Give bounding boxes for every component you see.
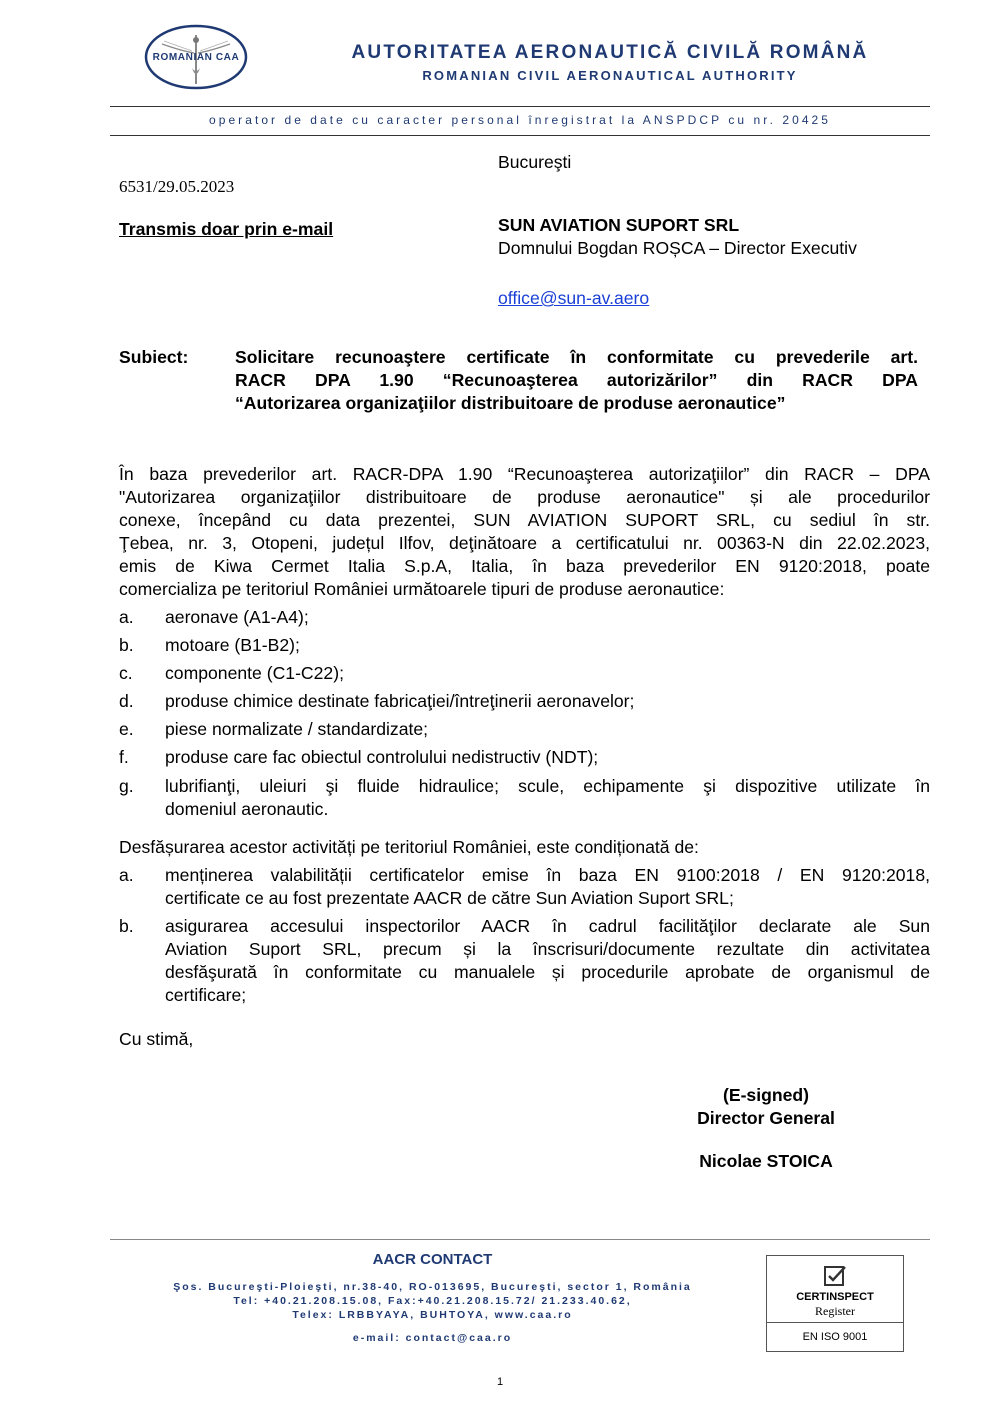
list-item-letter: a. bbox=[119, 865, 134, 885]
list-item-continuation: desfăşurată în conformitate cu manualele și procedurile aprobate de organismul de bbox=[165, 962, 930, 982]
recipient-company: SUN AVIATION SUPORT SRL bbox=[498, 215, 740, 235]
footer-address: Şos. Bucureşti-Ploieşti, nr.38-40, RO-013695, Bucureşti, sector 1, România bbox=[173, 1281, 692, 1293]
footer-divider bbox=[110, 1239, 930, 1240]
org-name-ro: AUTORITATEA AERONAUTICĂ CIVILĂ ROMÂNĂ bbox=[351, 42, 869, 63]
subject-label: Subiect: bbox=[119, 347, 189, 367]
subject-line-2: RACR DPA 1.90 “Recunoaşterea autorizărilor” din RACR DPA bbox=[235, 370, 918, 390]
cert-name: CERTINSPECT bbox=[796, 1291, 874, 1303]
closing-salutation: Cu stimă, bbox=[119, 1029, 194, 1049]
list-item-letter: d. bbox=[119, 691, 134, 711]
list-item: piese normalizate / standardizate; bbox=[165, 719, 429, 739]
logo-text: ROMANIAN CAA bbox=[152, 52, 240, 63]
list-item: motoare (B1-B2); bbox=[165, 635, 300, 655]
list-item: produse chimice destinate fabricaţiei/întreţinerii aeronavelor; bbox=[165, 691, 635, 711]
recipient-person: Domnului Bogdan ROȘCA – Director Executiv bbox=[498, 238, 857, 258]
recipient-email-link[interactable]: office@sun-av.aero bbox=[498, 288, 650, 308]
subject-line-3: “Autorizarea organizaţiilor distribuitoare de produse aeronautice” bbox=[235, 393, 786, 413]
certinspect-badge bbox=[766, 1255, 904, 1352]
transmission-note: Transmis doar prin e-mail bbox=[119, 219, 334, 239]
reference-number: 6531/29.05.2023 bbox=[119, 177, 235, 196]
header-divider-bottom bbox=[110, 135, 930, 136]
list-item-letter: b. bbox=[119, 635, 134, 655]
list-item: lubrifianţi, uleiuri şi fluide hidraulice; scule, echipamente şi dispozitive utilizate în bbox=[165, 776, 930, 796]
operator-line: operator de date cu caracter personal înregistrat la ANSPDCP cu nr. 20425 bbox=[209, 113, 831, 127]
romanian-caa-logo bbox=[142, 20, 250, 92]
list-item-letter: g. bbox=[119, 776, 134, 796]
subject-line-1: Solicitare recunoaştere certificate în conformitate cu prevederile art. bbox=[235, 347, 918, 367]
e-signed-note: (E-signed) bbox=[722, 1085, 809, 1105]
org-name-en: ROMANIAN CIVIL AERONAUTICAL AUTHORITY bbox=[422, 68, 798, 83]
signatory-title: Director General bbox=[697, 1108, 835, 1128]
paragraph-line-6: comercializa pe teritoriul României următoarele tipuri de produse aeronautice: bbox=[119, 579, 725, 599]
certification-check-icon bbox=[823, 1265, 847, 1287]
paragraph-line-4: Ţebea, nr. 3, Otopeni, județul Ilfov, deţinătoare a certificatului nr. 00363-N din 22.02.2023, bbox=[119, 533, 930, 553]
paragraph-line-5: emis de Kiwa Cermet Italia S.p.A, Italia, în baza prevederilor EN 9120:2018, poate bbox=[119, 556, 930, 576]
list-item: aeronave (A1-A4); bbox=[165, 607, 309, 627]
page-number: 1 bbox=[496, 1376, 504, 1388]
list-item-continuation: domeniul aeronautic. bbox=[165, 799, 329, 819]
header-divider-top bbox=[110, 106, 930, 107]
list-item: produse care fac obiectul controlului nedistructiv (NDT); bbox=[165, 747, 599, 767]
paragraph-line-2: "Autorizarea organizaţiilor distribuitoare de produse aeronautice" și ale procedurilor bbox=[119, 487, 930, 507]
footer-email: e-mail: contact@caa.ro bbox=[352, 1332, 513, 1344]
conditions-intro: Desfășurarea acestor activități pe teritoriul României, este condiționată de: bbox=[119, 837, 699, 857]
cert-divider bbox=[767, 1322, 903, 1323]
list-item-letter: c. bbox=[119, 663, 133, 683]
signatory-name: Nicolae STOICA bbox=[699, 1151, 833, 1171]
list-item: menținerea valabilității certificatelor emise în baza EN 9100:2018 / EN 9120:2018, bbox=[165, 865, 930, 885]
list-item-letter: a. bbox=[119, 607, 134, 627]
list-item: asigurarea accesului inspectorilor AACR în cadrul facilităţilor declarate ale Sun bbox=[165, 916, 930, 936]
footer-telex: Telex: LRBBYAYA, BUHTOYA, www.caa.ro bbox=[292, 1309, 573, 1321]
list-item-continuation: Aviation Suport SRL, precum și la înscrisuri/documente rezultate din activitatea bbox=[165, 939, 930, 959]
paragraph-line-3: conexe, începând cu data prezentei, SUN AVIATION SUPORT SRL, cu sediul în str. bbox=[119, 510, 930, 530]
footer-title: AACR CONTACT bbox=[372, 1251, 493, 1268]
list-item-letter: e. bbox=[119, 719, 134, 739]
cert-standard: EN ISO 9001 bbox=[802, 1331, 868, 1343]
cert-register: Register bbox=[815, 1304, 855, 1318]
footer-phone: Tel: +40.21.208.15.08, Fax:+40.21.208.15.72/ 21.233.40.62, bbox=[233, 1295, 632, 1307]
list-item-continuation: certificate ce au fost prezentate AACR de către Sun Aviation Suport SRL; bbox=[165, 888, 734, 908]
city: Bucureşti bbox=[498, 152, 572, 172]
list-item-letter: f. bbox=[119, 747, 129, 767]
paragraph-line-1: În baza prevederilor art. RACR-DPA 1.90 “Recunoaşterea autorizaţiilor” din RACR – DPA bbox=[119, 464, 930, 484]
list-item-letter: b. bbox=[119, 916, 134, 936]
list-item-continuation: certificare; bbox=[165, 985, 247, 1005]
list-item: componente (C1-C22); bbox=[165, 663, 344, 683]
